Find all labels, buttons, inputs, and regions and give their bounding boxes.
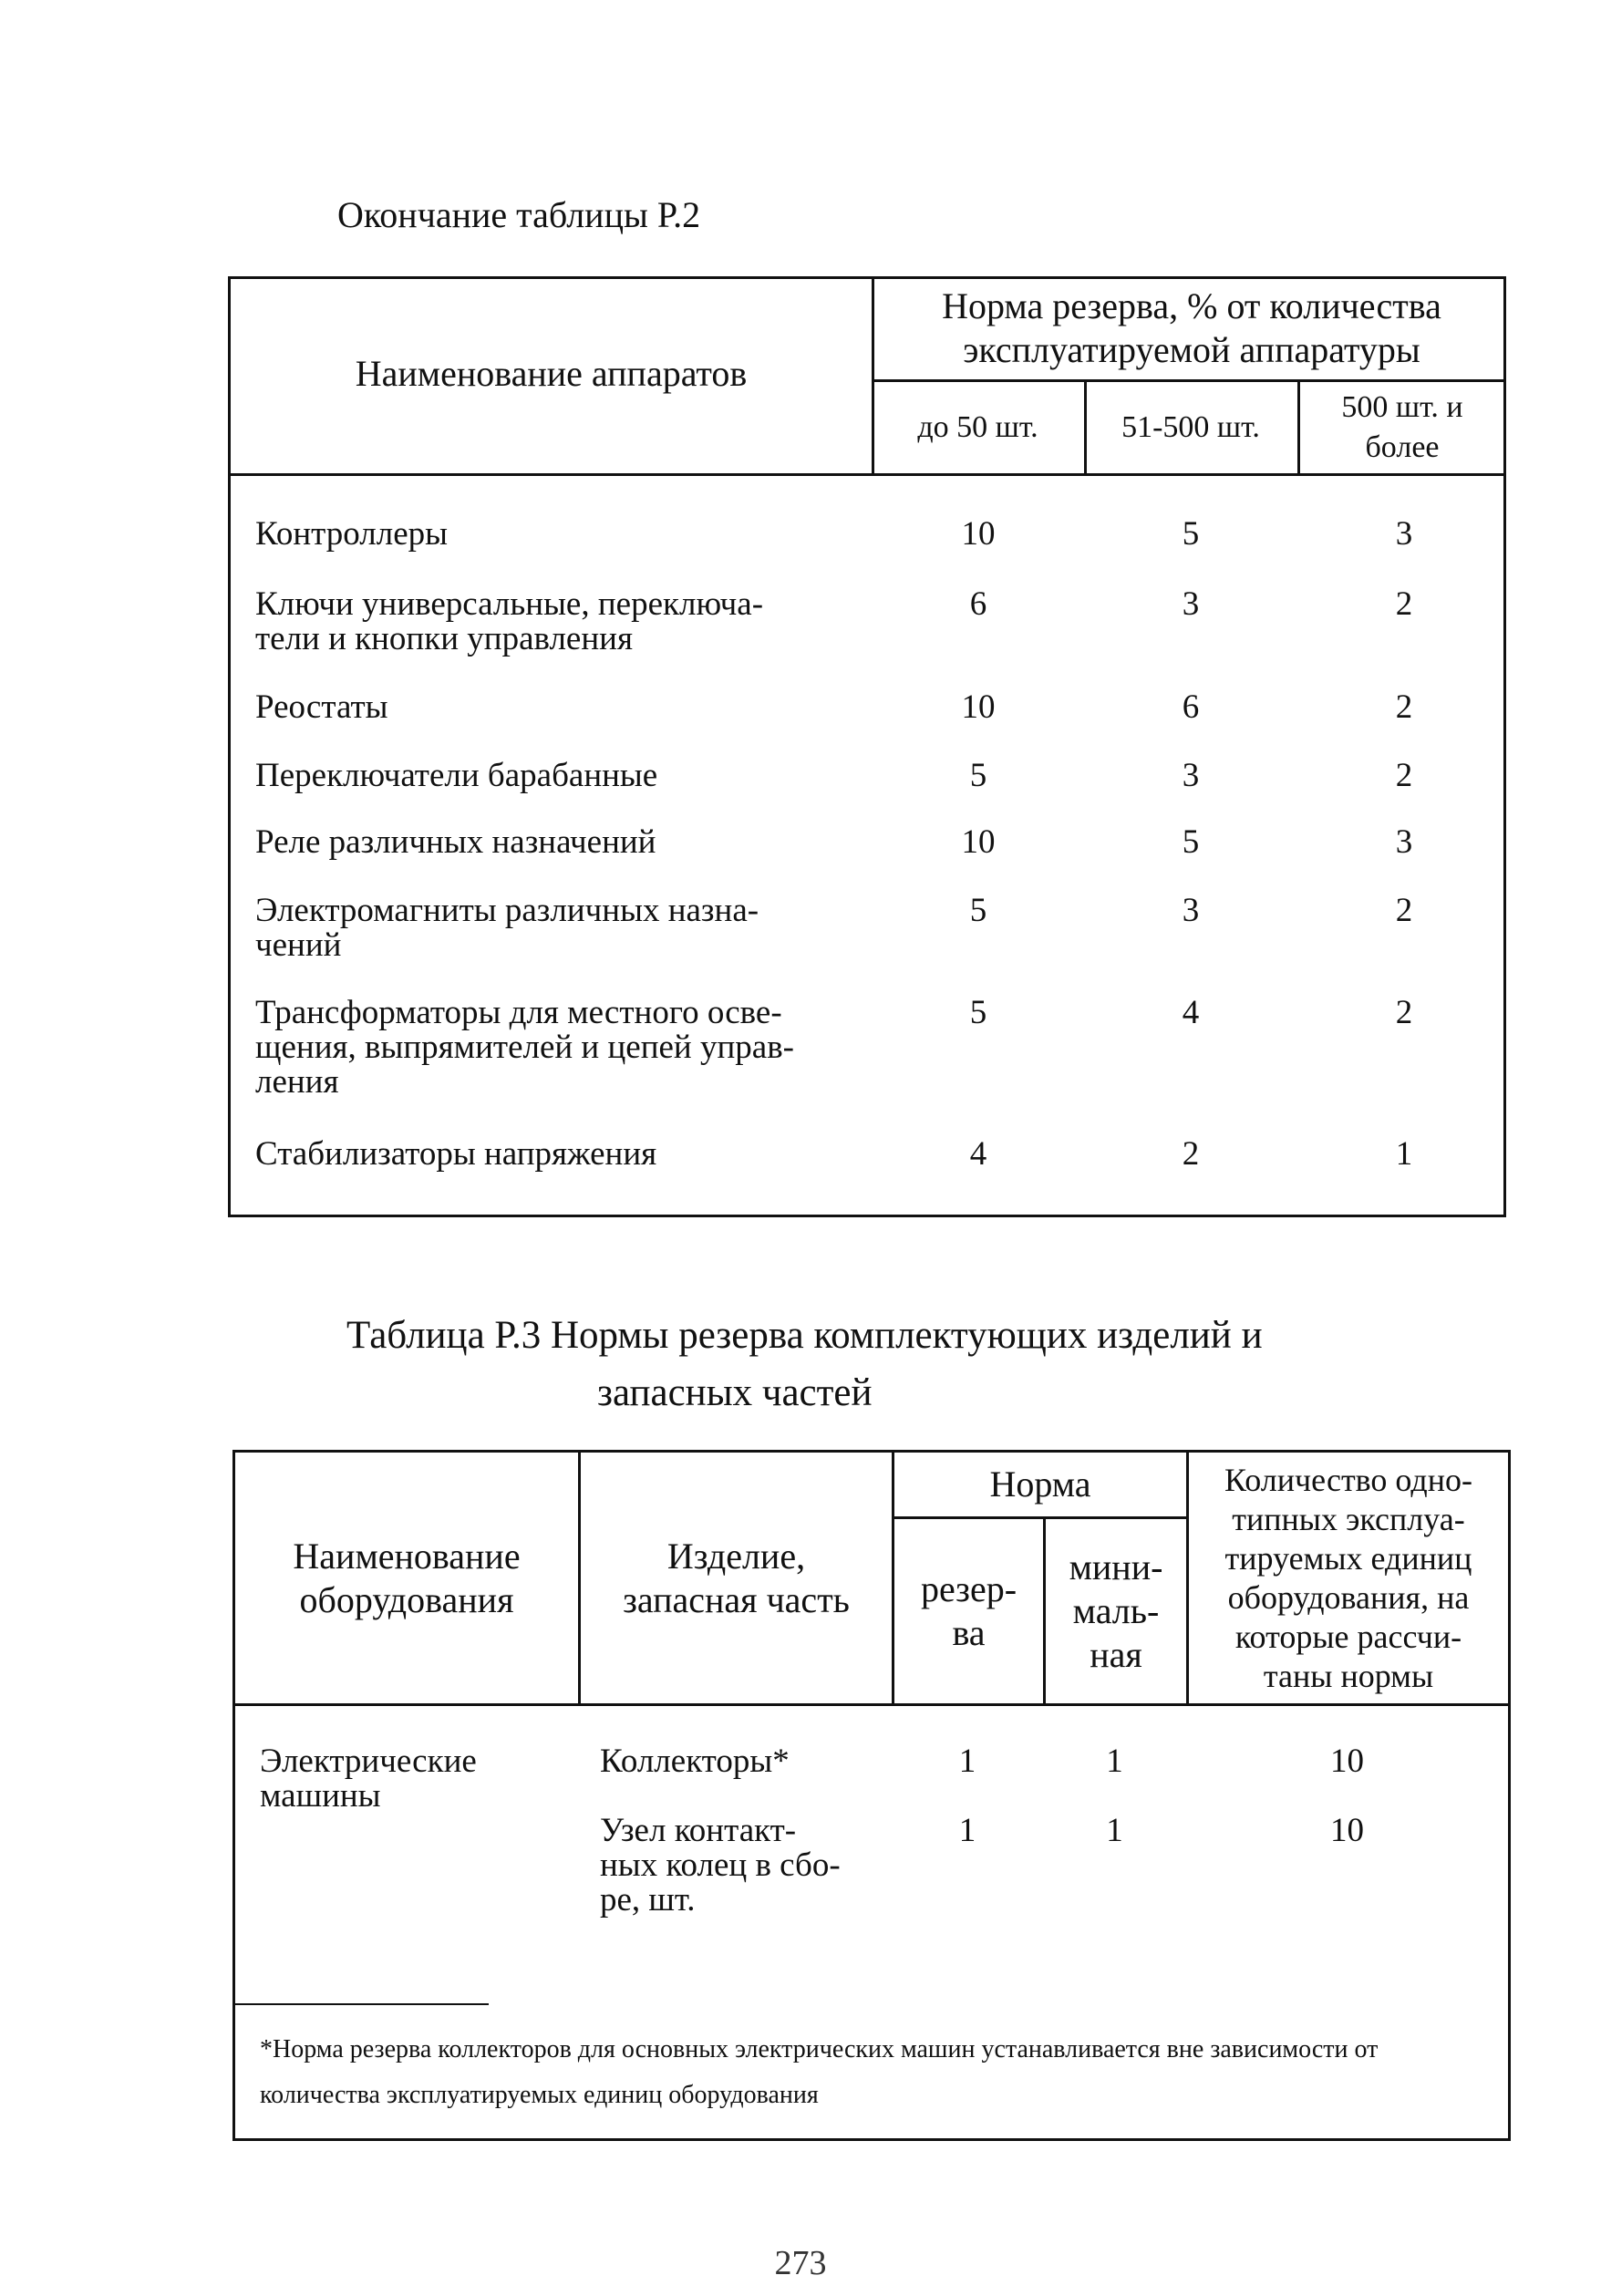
row-value-up-to-50: 4 (969, 1135, 987, 1173)
header-unit-count: Количество одно- типных эксплуа- тируемых единиц оборудования, на которые рассчи- таны нормы (1224, 1461, 1472, 1694)
header-equipment: Наименование оборудования (293, 1535, 521, 1620)
header-part: Изделие, запасная часть (623, 1535, 850, 1620)
row-name: Электромагниты различных назна- чений (255, 892, 759, 964)
header-col-51-500: 51-500 шт. (1121, 410, 1260, 444)
row-value-500-plus: 3 (1395, 515, 1413, 553)
row-value-51-500: 3 (1182, 585, 1200, 623)
row-value-51-500: 5 (1182, 515, 1200, 553)
row-name: Стабилизаторы напряжения (255, 1135, 657, 1173)
row-value-up-to-50: 5 (969, 892, 987, 929)
row-value-51-500: 5 (1182, 823, 1200, 861)
row-value-up-to-50: 10 (961, 515, 996, 553)
row-name: Реле различных назначений (255, 823, 656, 861)
row-value-51-500: 2 (1182, 1135, 1200, 1173)
row-name: Переключатели барабанные (255, 757, 658, 794)
part-name: Коллекторы* (600, 1743, 790, 1780)
header-reserve-norm: Норма резерва, % от количества эксплуатируемой аппаратуры (942, 285, 1441, 370)
table-p2 (228, 276, 1506, 1217)
footnote-rule (235, 2003, 489, 2005)
table-p3 (232, 1450, 1511, 2141)
header-divider (231, 473, 1503, 476)
row-value-51-500: 3 (1182, 757, 1200, 794)
header-apparatus-name: Наименование аппаратов (355, 353, 748, 394)
unit-count-value: 10 (1330, 1743, 1364, 1780)
equipment-name: Электрические машины (260, 1743, 477, 1815)
header-minimal: мини- маль- ная (1069, 1546, 1163, 1675)
row-value-51-500: 6 (1182, 688, 1200, 726)
unit-count-value: 10 (1330, 1812, 1364, 1849)
row-value-up-to-50: 6 (969, 585, 987, 623)
minimal-value: 1 (1106, 1743, 1123, 1780)
part-name: Узел контакт- ных колец в сбо- ре, шт. (600, 1812, 841, 1919)
row-value-500-plus: 2 (1395, 892, 1413, 929)
row-value-up-to-50: 5 (969, 994, 987, 1031)
header-col-up-to-50: до 50 шт. (917, 410, 1038, 444)
reserve-value: 1 (958, 1812, 976, 1849)
row-name: Контроллеры (255, 515, 448, 553)
table2-caption: Окончание таблицы Р.2 (337, 194, 701, 235)
table3-caption-line2: запасных частей (597, 1371, 873, 1414)
header-norm: Норма (989, 1463, 1091, 1505)
row-value-500-plus: 2 (1395, 688, 1413, 726)
row-name: Трансформаторы для местного осве- щения, выпрямителей и цепей управ- ления (255, 994, 794, 1101)
row-value-500-plus: 2 (1395, 585, 1413, 623)
header-divider (235, 1703, 1508, 1706)
minimal-value: 1 (1106, 1812, 1123, 1849)
row-name: Реостаты (255, 688, 388, 726)
row-value-up-to-50: 10 (961, 823, 996, 861)
row-value-up-to-50: 5 (969, 757, 987, 794)
row-value-500-plus: 1 (1395, 1135, 1413, 1173)
row-value-500-plus: 3 (1395, 823, 1413, 861)
row-value-500-plus: 2 (1395, 757, 1413, 794)
header-reserve: резер- ва (920, 1568, 1017, 1653)
footnote: *Норма резерва коллекторов для основных электрических машин устанавливается вне зависимости от количества эксплуатируемых единиц оборудования (260, 2035, 1379, 2109)
row-value-51-500: 4 (1182, 994, 1200, 1031)
reserve-value: 1 (958, 1743, 976, 1780)
row-value-up-to-50: 10 (961, 688, 996, 726)
table3-caption-line1: Таблица Р.3 Нормы резерва комплектующих изделий и (346, 1314, 1263, 1357)
row-value-51-500: 3 (1182, 892, 1200, 929)
page-number: 273 (774, 2244, 827, 2282)
row-value-500-plus: 2 (1395, 994, 1413, 1031)
row-name: Ключи универсальные, переключа- тели и кнопки управления (255, 585, 764, 657)
header-col-500-plus: 500 шт. и более (1341, 390, 1463, 464)
